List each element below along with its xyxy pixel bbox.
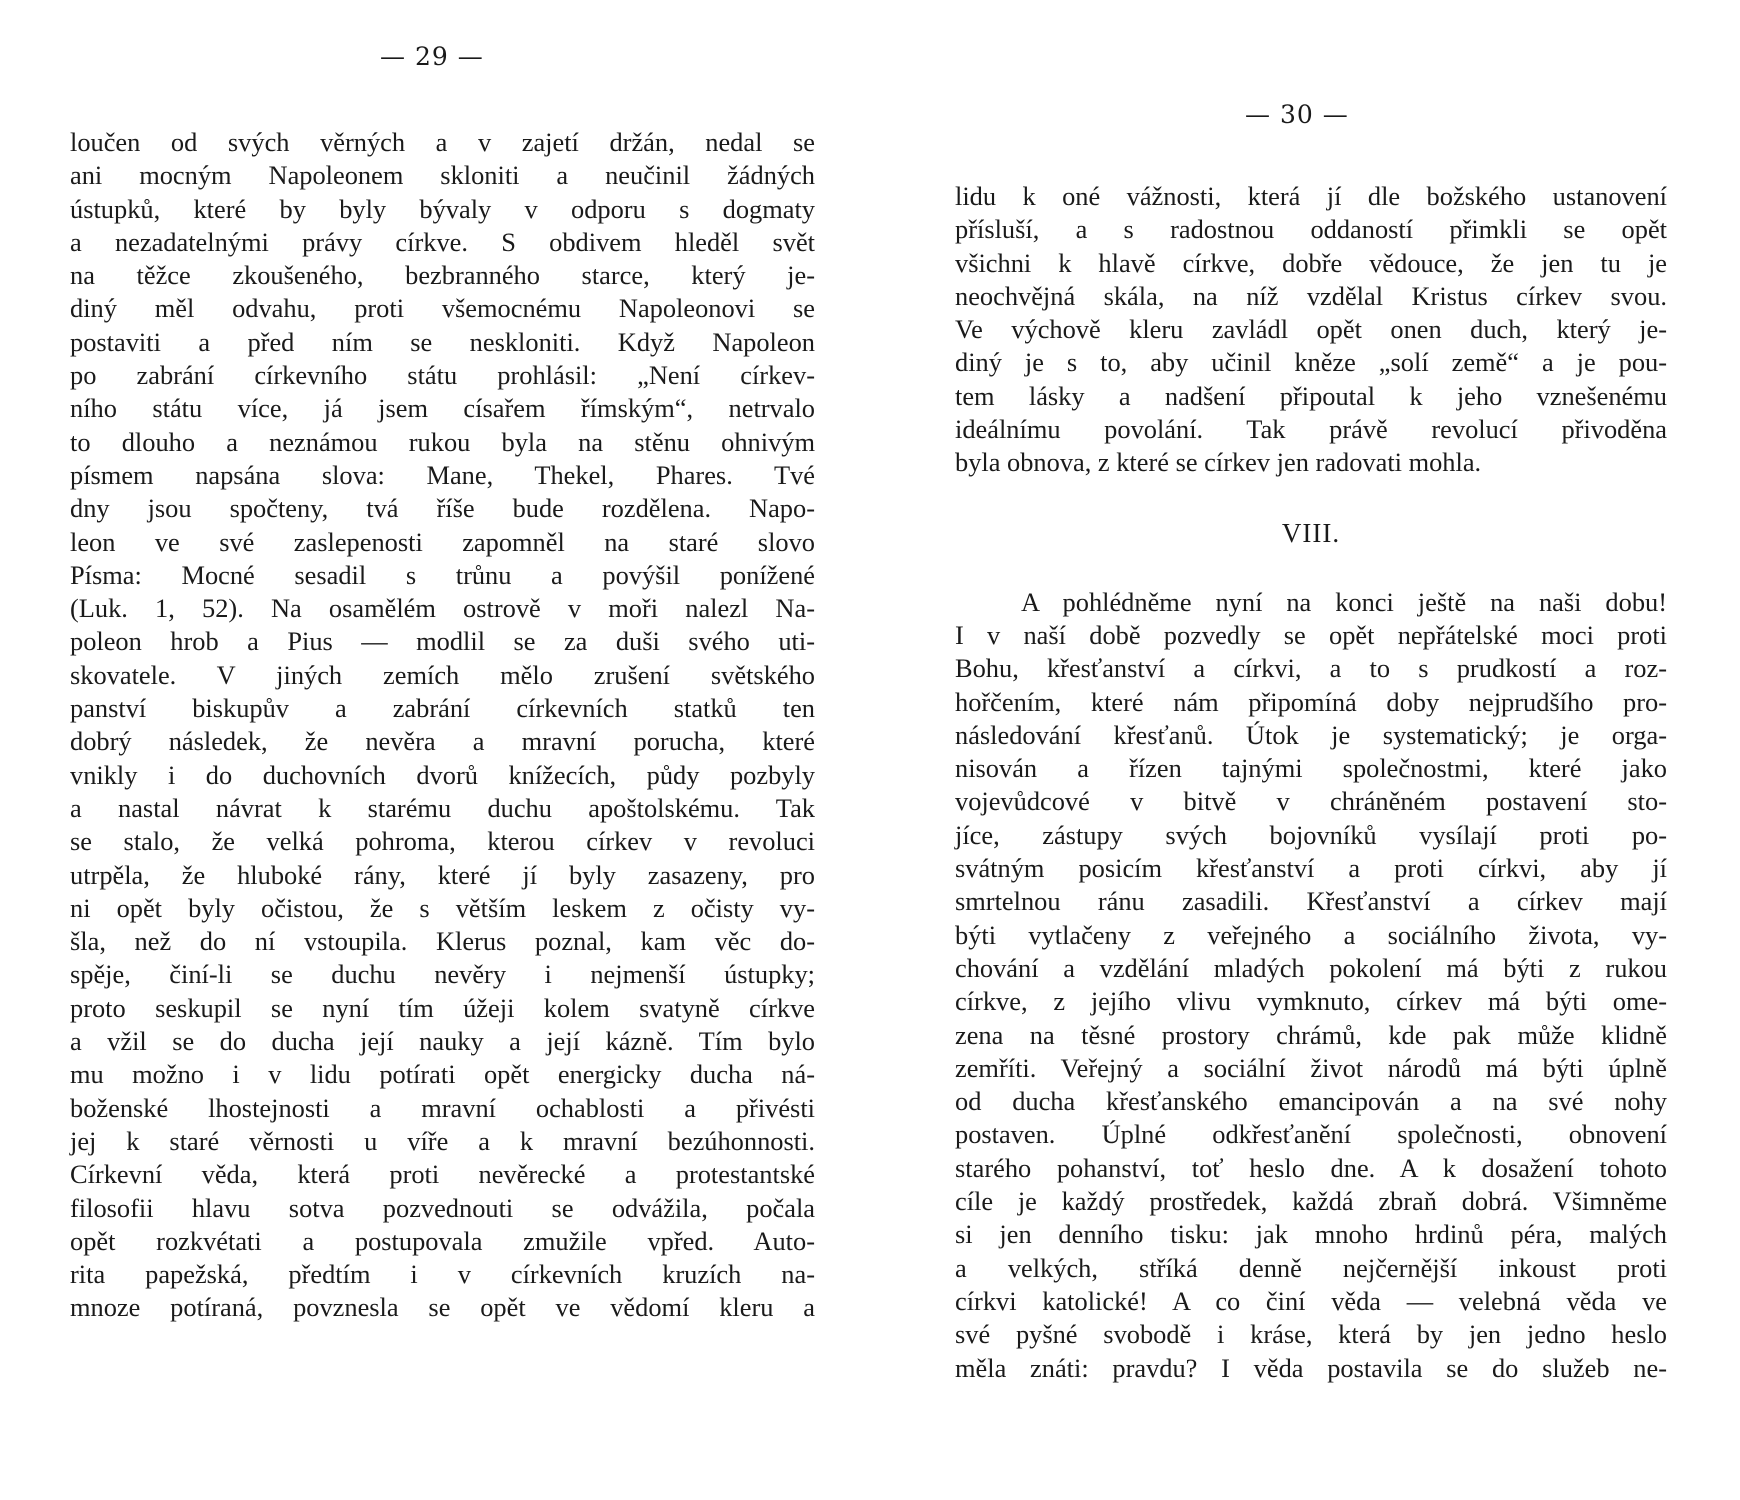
- text-line: smrtelnou ránu zasadili. Křesťanství a církev mají: [955, 886, 1667, 917]
- text-line: ni opět byly očistou, že s větším leskem z očisty vy-: [70, 892, 815, 923]
- heading-spacer: [955, 480, 1667, 505]
- text-line: jej k staré věrnosti u víře a k mravní bezúhonnosti.: [70, 1125, 815, 1156]
- text-line: starého pohanství, toť heslo dne. A k dosažení tohoto: [955, 1152, 1667, 1183]
- text-line: následování křesťanů. Útok je systematický; je orga-: [955, 719, 1667, 750]
- text-line: na těžce zkoušeného, bezbranného starce, který je-: [70, 260, 815, 291]
- text-line: tem lásky a nadšení připoutal k jeho vznešenému: [955, 380, 1667, 411]
- text-line: ani mocným Napoleonem skloniti a neučinil žádných: [70, 160, 815, 191]
- text-line: jíce, zástupy svých bojovníků vysílají proti po-: [955, 819, 1667, 850]
- text-line: opět rozkvétati a postupovala zmužile vpřed. Auto-: [70, 1225, 815, 1256]
- text-line: skovatele. V jiných zemích mělo zrušení světského: [70, 659, 815, 690]
- text-line: (Luk. 1, 52). Na osamělém ostrově v moři nalezl Na-: [70, 593, 815, 624]
- text-line: Ve výchově kleru zavládl opět onen duch, který je-: [955, 314, 1667, 345]
- text-line: chování a vzdělání mladých pokolení má býti z rukou: [955, 952, 1667, 983]
- right-page-text: [955, 180, 1667, 1385]
- text-line: od ducha křesťanského emancipován a na své nohy: [955, 1086, 1667, 1117]
- text-line: postaven. Úplné odkřesťanění společnosti, obnovení: [955, 1119, 1667, 1150]
- text-line: a vžil se do ducha její nauky a její kázně. Tím bylo: [70, 1026, 815, 1057]
- text-line: Bohu, křesťanství a církvi, a to s prudkostí a roz-: [955, 653, 1667, 684]
- text-line: postaviti a před ním se neskloniti. Když Napoleon: [70, 326, 815, 357]
- heading-spacer: [955, 561, 1667, 586]
- text-line: dobrý následek, že nevěra a mravní porucha, které: [70, 726, 815, 757]
- text-line: mnoze potíraná, povznesla se opět ve vědomí kleru a: [70, 1292, 815, 1323]
- text-line: diný je s to, aby učinil kněze „solí země“ a je pou-: [955, 347, 1667, 378]
- text-line: I v naší době pozvedly se opět nepřátelské moci proti: [955, 619, 1667, 650]
- text-line: Písma: Mocné sesadil s trůnu a povýšil ponížené: [70, 559, 815, 590]
- text-line: písmem napsána slova: Mane, Thekel, Phares. Tvé: [70, 459, 815, 490]
- text-line: poleon hrob a Pius — modlil se za duši svého uti-: [70, 626, 815, 657]
- text-line: zena na těsné prostory chrámů, kde pak může klidně: [955, 1019, 1667, 1050]
- text-line: loučen od svých věrných a v zajetí držán, nedal se: [70, 127, 815, 157]
- text-line: A pohlédněme nyní na konci ještě na naši dobu!: [1021, 586, 1667, 617]
- text-line: si jen denního tisku: jak mnoho hrdinů péra, malých: [955, 1219, 1667, 1250]
- text-line: cíle je každý prostředek, každá zbraň dobrá. Všimněme: [955, 1186, 1667, 1217]
- text-line: vojevůdcové v bitvě v chráněném postavení sto-: [955, 786, 1667, 817]
- section-heading: VIII.: [1281, 517, 1341, 548]
- text-line: měla znáti: pravdu? I věda postavila se do služeb ne-: [955, 1352, 1667, 1383]
- text-line: panství biskupův a zabrání církevních statků ten: [70, 693, 815, 724]
- text-line: rita papežská, předtím i v církevních kruzích na-: [70, 1259, 815, 1290]
- text-line: mu možno i v lidu potírati opět energicky ducha ná-: [70, 1059, 815, 1090]
- page-number-left: — 29 —: [380, 42, 484, 71]
- text-line: svátným posicím křesťanství a proti církvi, aby jí: [955, 853, 1667, 884]
- text-line: se stalo, že velká pohroma, kterou církev v revoluci: [70, 826, 815, 857]
- text-line: nisován a řízen tajnými společnostmi, které jako: [955, 753, 1667, 784]
- text-line: lidu k oné vážnosti, která jí dle božského ustanovení: [955, 181, 1667, 211]
- text-line: filosofii hlavu sotva pozvednouti se odvážila, počala: [70, 1192, 815, 1223]
- text-line: to dlouho a neznámou rukou byla na stěnu ohnivým: [70, 426, 815, 457]
- text-line: církve, z jejího vlivu vymknuto, církev má býti ome-: [955, 986, 1667, 1017]
- text-line: ústupků, které by byly bývaly v odporu s dogmaty: [70, 193, 815, 224]
- left-page-text: [70, 126, 815, 1325]
- text-line: spěje, činí-li se duchu nevěry i nejmenší ústupky;: [70, 959, 815, 990]
- text-line: ideálnímu povolání. Tak právě revolucí přivoděna: [955, 414, 1667, 445]
- text-line: všichni k hlavě církve, dobře vědouce, že jen tu je: [955, 247, 1667, 278]
- text-line: utrpěla, že hluboké rány, které jí byly zasazeny, pro: [70, 859, 815, 890]
- right-page-section-text: [955, 586, 1667, 1385]
- text-line: a nastal návrat k starému duchu apoštolskému. Tak: [70, 792, 815, 823]
- text-line: a velkých, stříká denně nejčernější inkoust proti: [955, 1252, 1667, 1283]
- text-line: proto seskupil se nyní tím úžeji kolem svatyně církve: [70, 992, 815, 1023]
- text-line: hořčením, které nám připomíná doby nejprudšího pro-: [955, 686, 1667, 717]
- text-line: diný měl odvahu, proti všemocnému Napoleonovi se: [70, 293, 815, 324]
- text-line: své pyšné svobodě i kráse, která by jen jedno heslo: [955, 1319, 1667, 1350]
- text-line: církvi katolické! A co činí věda — velebná věda ve: [955, 1285, 1667, 1316]
- text-line: neochvějná skála, na níž vzdělal Kristus církev svou.: [955, 280, 1667, 311]
- text-line: byla obnova, z které se církev jen radovati mohla.: [955, 447, 1482, 478]
- text-line: přísluší, a s radostnou oddaností přimkli se opět: [955, 214, 1667, 245]
- text-line: zemříti. Veřejný a sociální život národů má býti úplně: [955, 1052, 1667, 1083]
- text-line: býti vytlačeny z veřejného a sociálního života, vy-: [955, 919, 1667, 950]
- page-number-right: — 30 —: [1245, 100, 1349, 129]
- text-line: šla, než do ní vstoupila. Klerus poznal, kam věc do-: [70, 926, 815, 957]
- text-line: vnikly i do duchovních dvorů knížecích, půdy pozbyly: [70, 759, 815, 790]
- text-line: a nezadatelnými právy církve. S obdivem hleděl svět: [70, 226, 815, 257]
- text-line: po zabrání církevního státu prohlásil: „Není církev-: [70, 360, 815, 391]
- text-line: ního státu více, já jsem císařem římským“, netrvalo: [70, 393, 815, 424]
- text-line: Církevní věda, která proti nevěrecké a protestantské: [70, 1159, 815, 1190]
- text-line: leon ve své zaslepenosti zapomněl na staré slovo: [70, 526, 815, 557]
- right-page-paragraph-end: [955, 180, 1667, 480]
- text-line: boženské lhostejnosti a mravní ochablosti a přivésti: [70, 1092, 815, 1123]
- text-line: dny jsou spočteny, tvá říše bude rozdělena. Napo-: [70, 493, 815, 524]
